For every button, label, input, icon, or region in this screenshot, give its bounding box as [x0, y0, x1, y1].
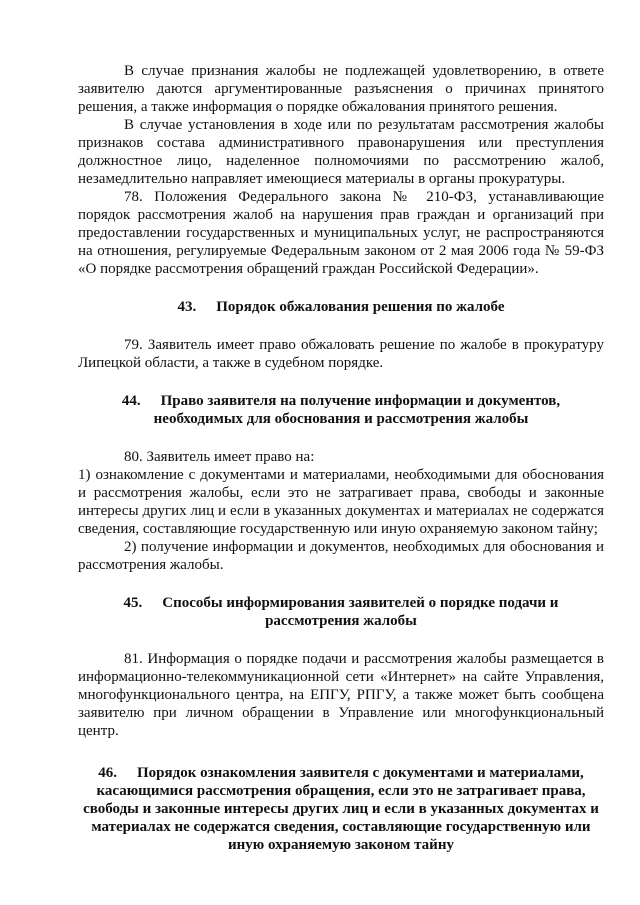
section-title-46: Порядок ознакомления заявителя с документами и материалами, касающимися рассмотрения обращения, если это не затрагивает права, свободы и законные интересы других лиц и если в указанных документах и материалах не содержатся сведения, составляющие государственную или иную охраняемую законом тайну — [83, 765, 599, 853]
paragraph-79: 79. Заявитель имеет право обжаловать решение по жалобе в прокуратуру Липецкой области, а также в судебном порядке. — [78, 337, 604, 371]
section-number-44: 44. — [121, 393, 141, 409]
section-heading-44 — [78, 392, 604, 428]
paragraph-78: 78. Положения Федерального закона № 210-ФЗ, устанавливающие порядок рассмотрения жалоб на нарушения прав граждан и организаций при предоставлении государственных и муниципальных услуг, не распространяются на отношения, регулируемые Федеральным законом от 2 мая 2006 года № 59-ФЗ «О порядке рассмотрения обращений граждан Российской Федерации». — [78, 189, 604, 277]
section-title-45: Способы информирования заявителей о порядке подачи и рассмотрения жалобы — [162, 595, 559, 629]
document-page — [78, 62, 604, 854]
section-heading-46 — [78, 764, 604, 854]
section-title-44: Право заявителя на получение информации и документов, необходимых для обоснования и рассмотрения жалобы — [153, 393, 561, 427]
section-title-43: Порядок обжалования решения по жалобе — [216, 299, 505, 315]
paragraph-81: 81. Информация о порядке подачи и рассмотрения жалобы размещается в информационно-телекоммуникационной сети «Интернет» на сайте Управления, многофункционального центра, на ЕПГУ, РПГУ, а также может быть сообщена заявителю при личном обращении в Управление или многофункциональный центр. — [78, 651, 604, 739]
paragraph-80-item-1: 1) ознакомление с документами и материалами, необходимыми для обоснования и рассмотрения жалобы, если это не затрагивает права, свободы и законные интересы других лиц и если в указанных документах и материалах не содержатся сведения, составляющие государственную или иную охраняемую законом тайну; — [78, 467, 604, 537]
section-number-45: 45. — [123, 595, 143, 611]
paragraph-rejection-response: В случае признания жалобы не подлежащей удовлетворению, в ответе заявителю даются аргументированные разъяснения о причинах принятого решения, а также информация о порядке обжалования принятого решения. — [78, 63, 604, 115]
section-heading-45 — [78, 594, 604, 630]
section-heading-43 — [78, 298, 604, 316]
paragraph-80: 80. Заявитель имеет право на: — [124, 449, 315, 465]
paragraph-80-item-2: 2) получение информации и документов, необходимых для обоснования и рассмотрения жалобы. — [78, 539, 604, 573]
section-number-43: 43. — [177, 299, 197, 315]
paragraph-prosecutor-referral: В случае установления в ходе или по результатам рассмотрения жалобы признаков состава административного правонарушения или преступления должностное лицо, наделенное полномочиями по рассмотрению жалоб, незамедлительно направляет имеющиеся материалы в органы прокуратуры. — [78, 117, 604, 187]
section-number-46: 46. — [98, 765, 117, 781]
